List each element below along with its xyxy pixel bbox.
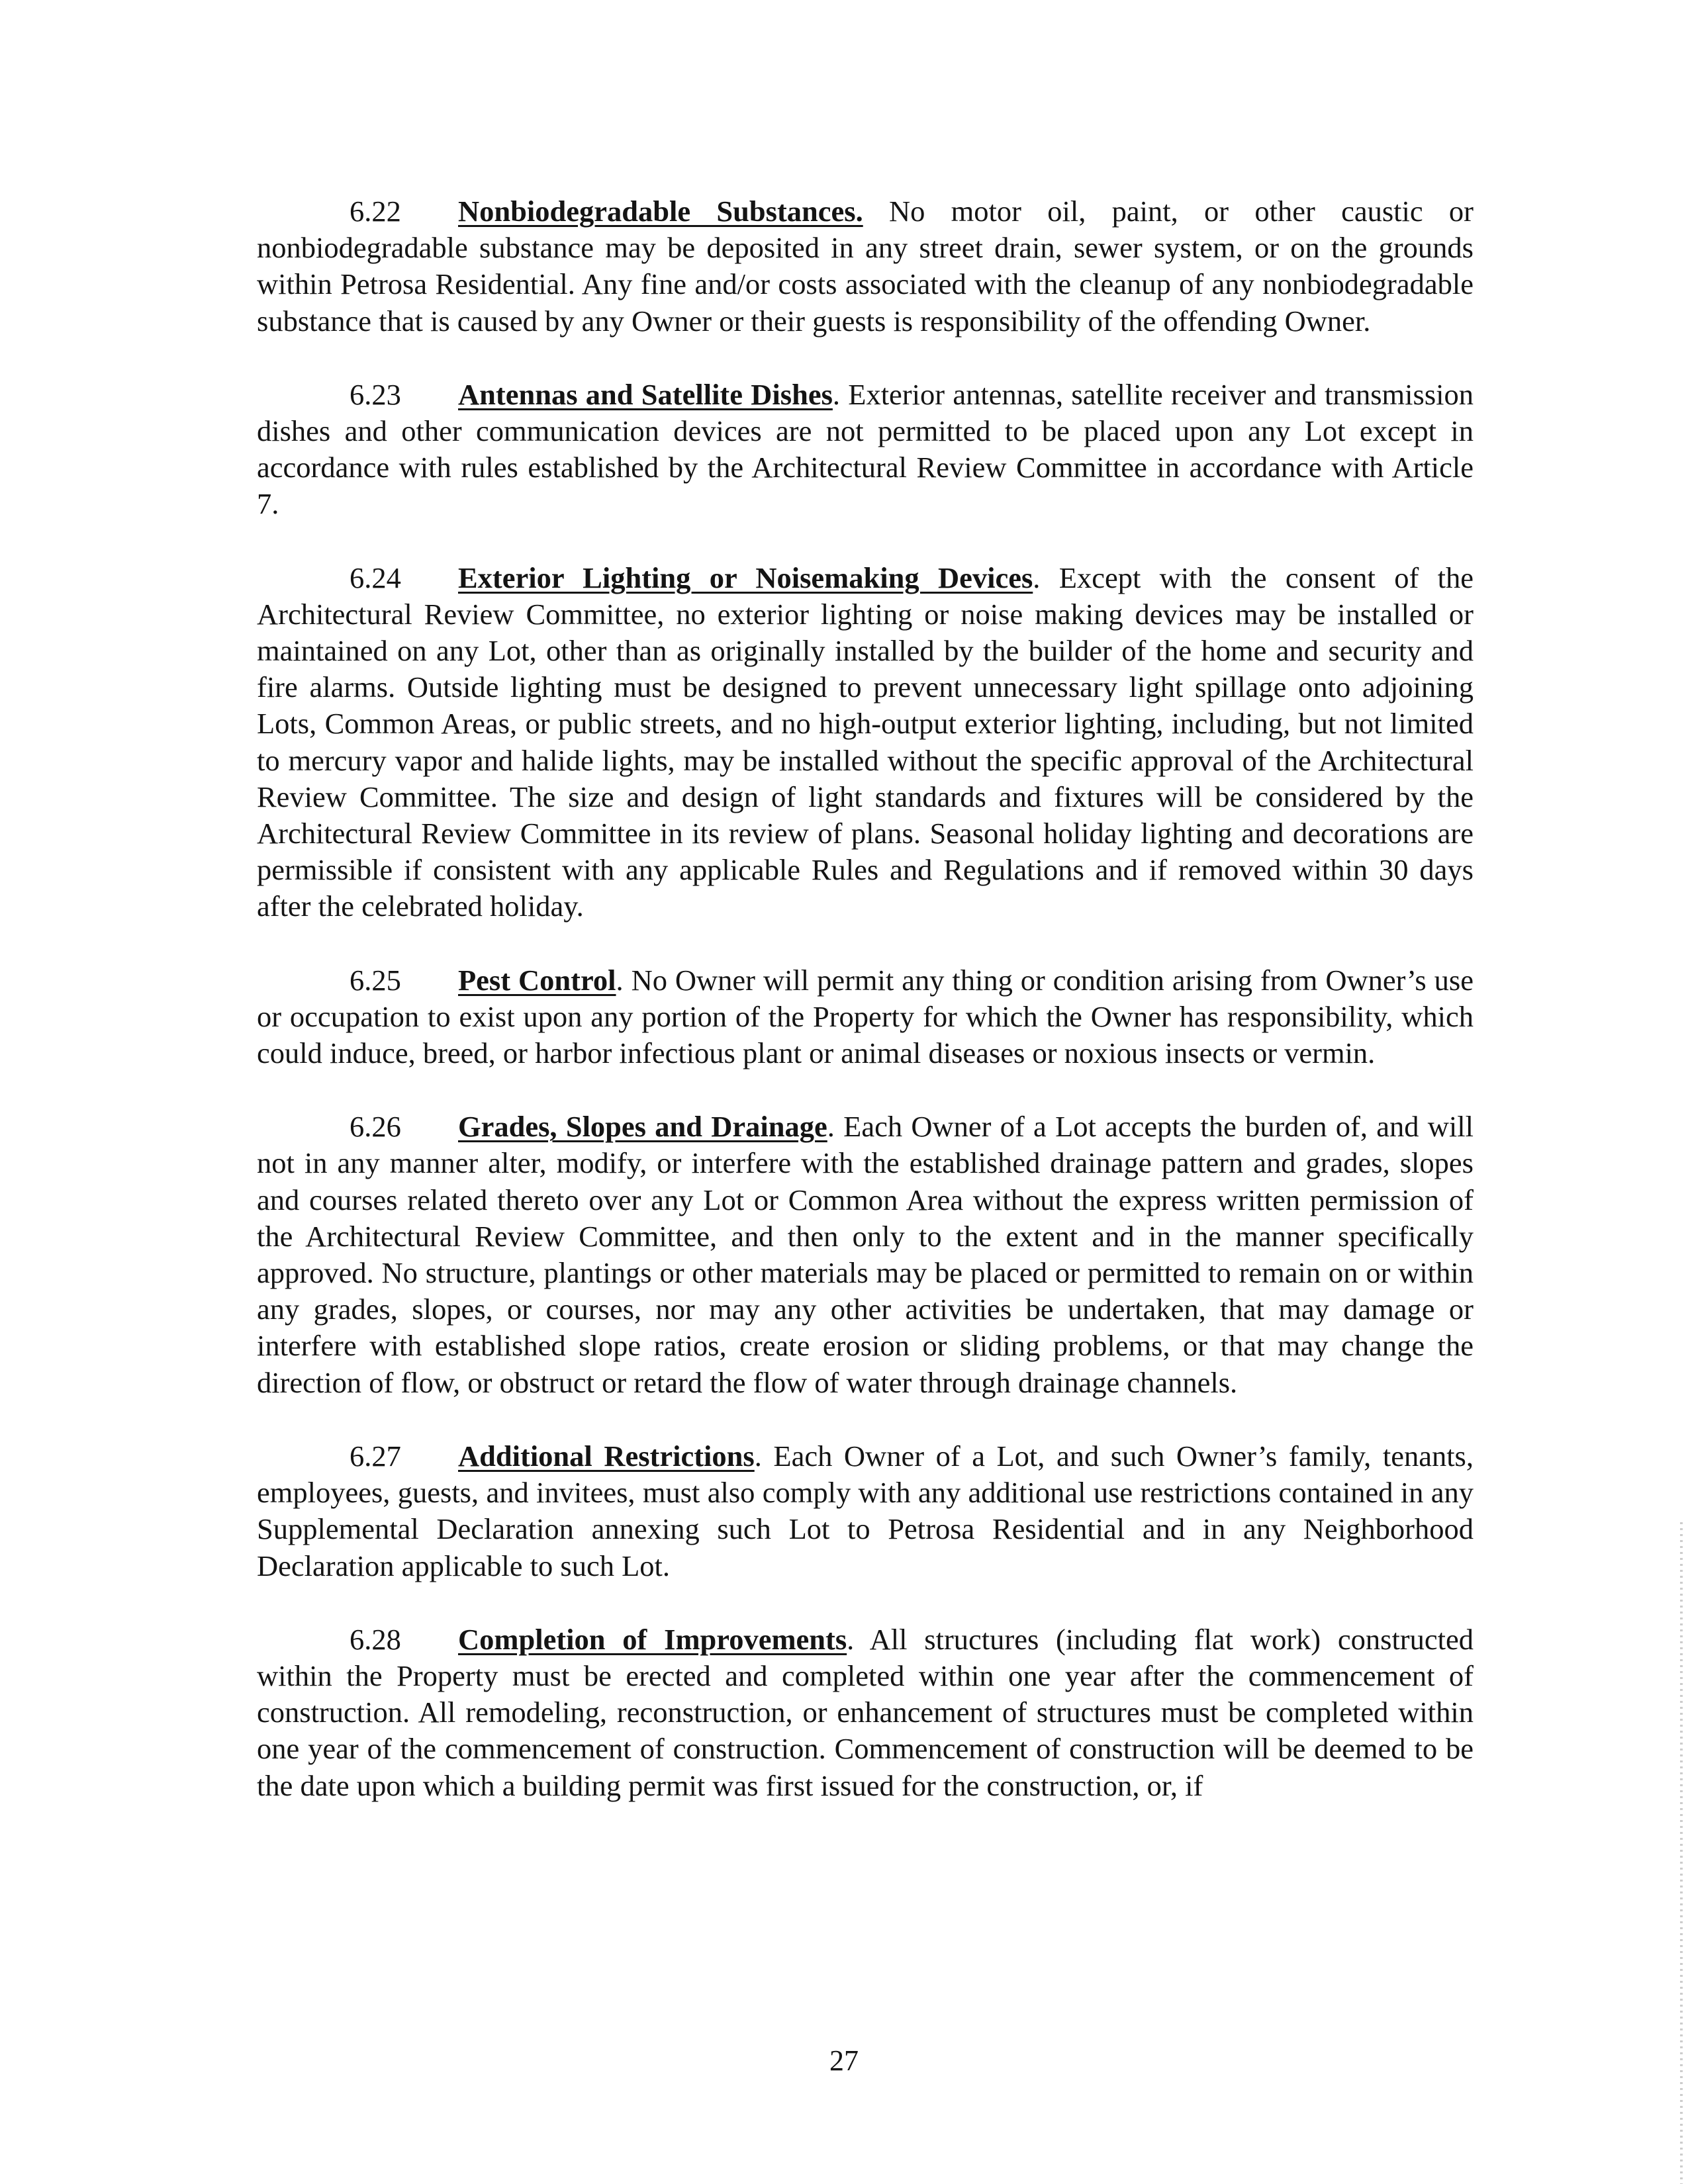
section-text: . Each Owner of a Lot, and such Owner’s family, tenants, employees, guests, and invitees, must also comply with any additional use restrictions contained in any Supplemental Declaration annexing such Lot to Petrosa Residential and in any Neighborhood Declaration applicable to such Lot. (257, 1439, 1474, 1582)
section-number: 6.24 (350, 561, 401, 594)
section-number: 6.27 (350, 1439, 401, 1473)
section-title: Pest Control (458, 963, 616, 997)
section-number: 6.26 (350, 1110, 401, 1144)
section-title: Nonbiodegradable Substances. (458, 195, 863, 228)
section-number: 6.23 (350, 377, 401, 411)
section-title: Antennas and Satellite Dishes (458, 377, 833, 411)
section-text: No motor oil, paint, or other caustic or nonbiodegradable substance may be deposited in any street drain, sewer system, or on the grounds within Petrosa Residential. Any fine and/or costs associated with the cleanup of any nonbiodegradable substance that is caused by any Owner or their guests is responsibility of the offending Owner. (257, 195, 1474, 338)
section-6-23 (257, 377, 1474, 523)
section-number: 6.22 (350, 195, 401, 228)
section-number: 6.28 (350, 1622, 401, 1656)
section-6-24 (257, 560, 1474, 925)
section-title: Grades, Slopes and Drainage (458, 1110, 827, 1144)
section-6-22 (257, 193, 1474, 340)
section-text: . Exterior antennas, satellite receiver and transmission dishes and other communication devices are not permitted to be placed upon any Lot except in accordance with rules established by the Architectural Review Committee in accordance with Article 7. (257, 377, 1474, 521)
page-number: 27 (829, 2044, 859, 2077)
section-6-27 (257, 1438, 1474, 1584)
document-body (257, 193, 1474, 1841)
section-text: . No Owner will permit any thing or condition arising from Owner’s use or occupation to exist upon any portion of the Property for which the Owner has responsibility, which could induce, breed, or harbor infectious plant or animal diseases or noxious insects or vermin. (257, 963, 1474, 1070)
section-6-26 (257, 1109, 1474, 1401)
section-6-28 (257, 1621, 1474, 1804)
section-title: Exterior Lighting or Noisemaking Devices (458, 561, 1033, 594)
section-text: . Each Owner of a Lot accepts the burden of, and will not in any manner alter, modify, or interfere with the established drainage pattern and grades, slopes and courses related thereto over any Lot or Common Area without the express written permission of the Architectural Review Committee, and then only to the extent and in the manner specifically approved. No structure, plantings or other materials may be placed or permitted to remain on or within any grades, slopes, or courses, nor may any other activities be undertaken, that may damage or interfere with established slope ratios, create erosion or sliding problems, or that may change the direction of flow, or obstruct or retard the flow of water through drainage channels. (257, 1110, 1474, 1399)
section-6-25 (257, 962, 1474, 1072)
section-text: . Except with the consent of the Architectural Review Committee, no exterior lighting or noise making devices may be installed or maintained on any Lot, other than as originally installed by the builder of the home and security and fire alarms. Outside lighting must be designed to prevent unnecessary light spillage onto adjoining Lots, Common Areas, or public streets, and no high-output exterior lighting, including, but not limited to mercury vapor and halide lights, may be installed without the specific approval of the Architectural Review Committee. The size and design of light standards and fixtures will be considered by the Architectural Review Committee in its review of plans. Seasonal holiday lighting and decorations are permissible if consistent with any applicable Rules and Regulations and if removed within 30 days after the celebrated holiday. (257, 561, 1474, 923)
section-title: Completion of Improvements (458, 1622, 847, 1656)
scan-edge-artifact (1680, 1522, 1683, 2184)
section-text: . All structures (including flat work) constructed within the Property must be erected and completed within one year after the commencement of construction. All remodeling, reconstruction, or enhancement of structures must be completed within one year of the commencement of construction. Commencement of construction will be deemed to be the date upon which a building permit was first issued for the construction, or, if (257, 1622, 1474, 1802)
section-number: 6.25 (350, 963, 401, 997)
section-title: Additional Restrictions (458, 1439, 755, 1473)
